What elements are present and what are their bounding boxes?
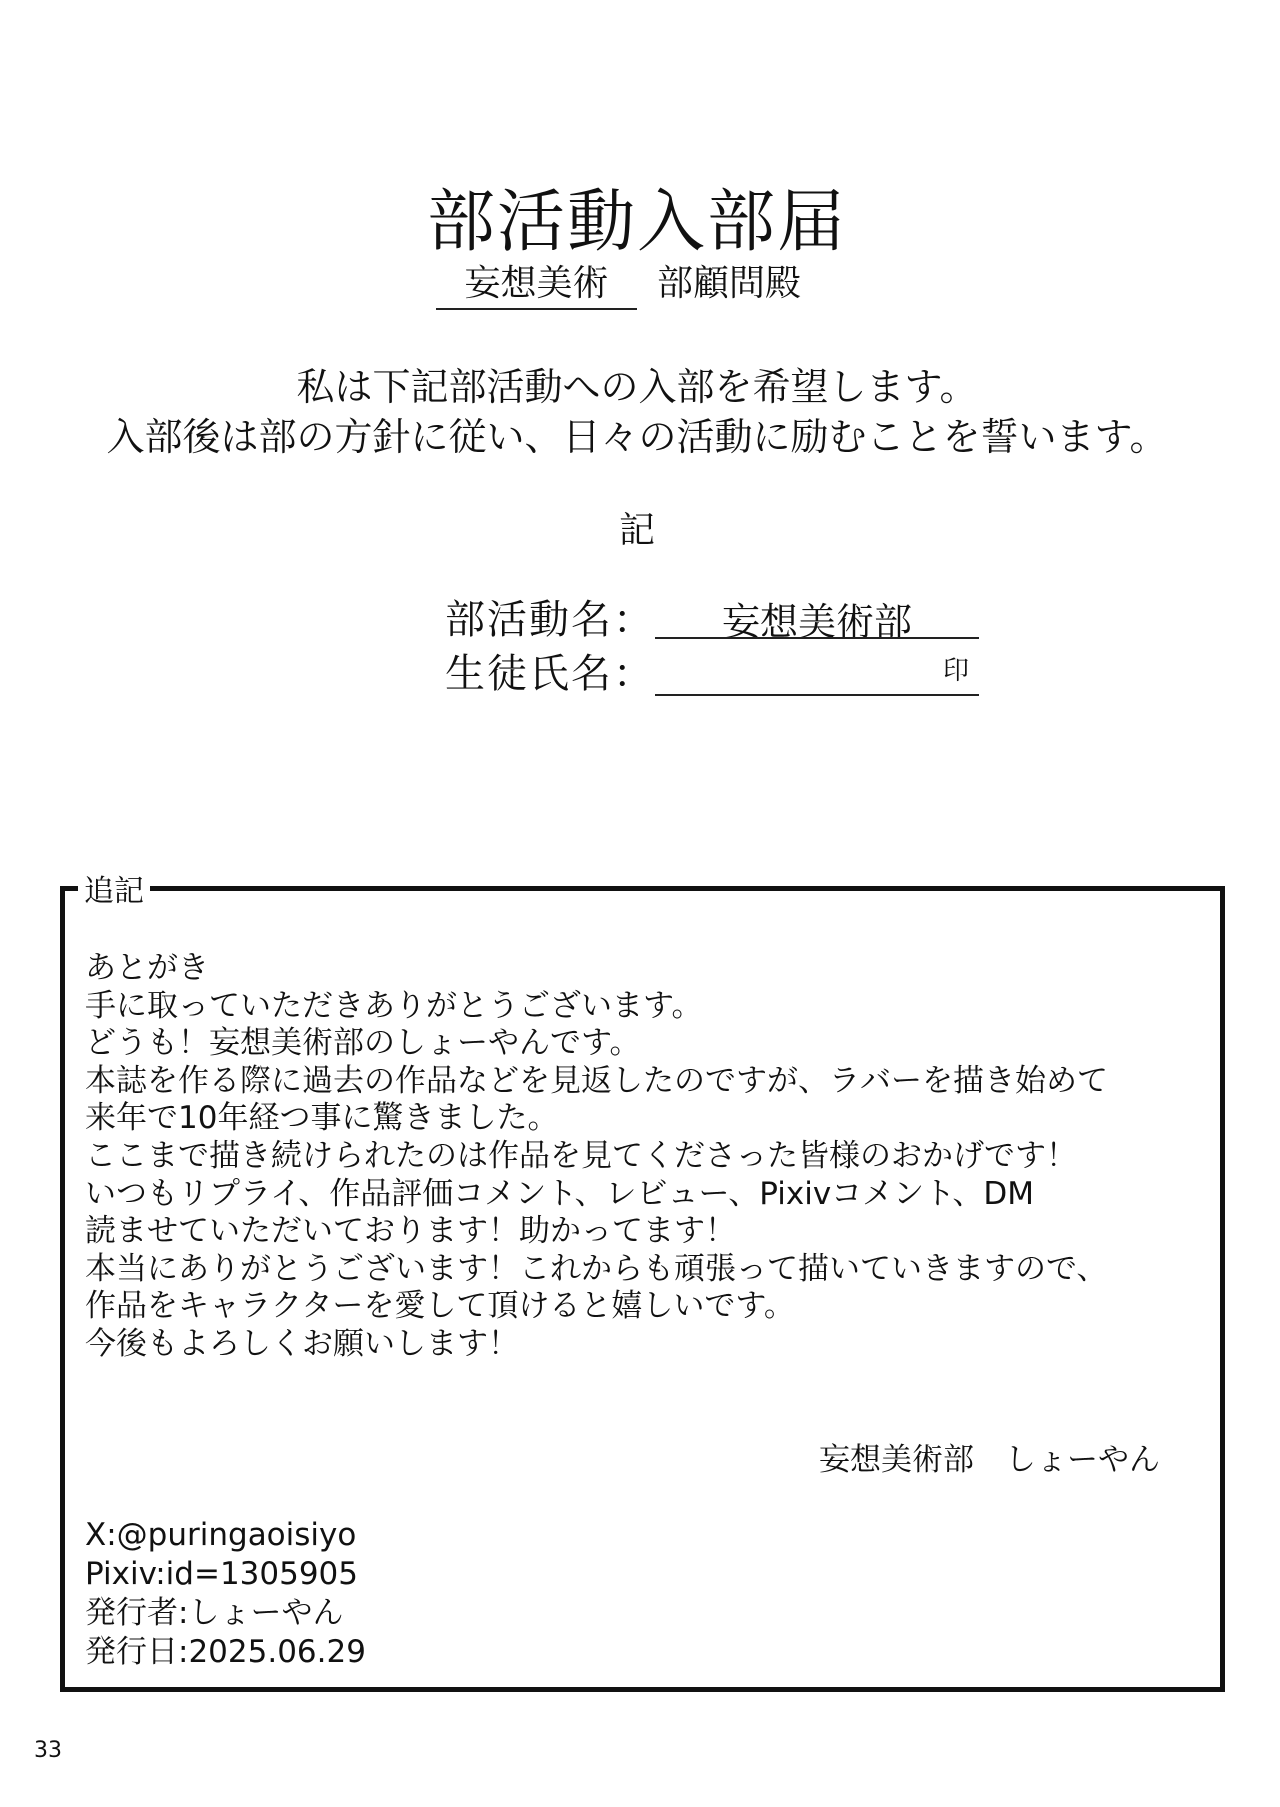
page-number: 33 [34,1738,62,1763]
student-name-field [655,655,979,696]
afterword-line: 本当にありがとうございます！これからも頑張って描いていきますので、 [85,1250,1108,1287]
afterword-line: 手に取っていただきありがとうございます。 [85,987,703,1024]
afterword-line: どうも！妄想美術部のしょーやんです。 [85,1025,641,1062]
pixiv-id: Pixiv:id=1305905 [85,1556,359,1592]
seal-mark: 印 [943,656,970,686]
postscript-label: 追記 [78,866,150,910]
form-title: 部活動入部届 [426,183,847,262]
publish-date: 発行日:2025.06.29 [85,1634,366,1670]
statement-line: 私は下記部活動への入部を希望します。 [296,365,978,409]
afterword-line: ここまで描き続けられたのは作品を見てくださった皆様のおかげです！ [85,1137,1077,1174]
afterword-line: あとがき [85,950,209,986]
publisher: 発行者:しょーやん [85,1595,344,1631]
afterword-line: 今後もよろしくお願いします！ [85,1325,519,1362]
afterword-line: 読ませていただいております！助かってます！ [85,1213,736,1250]
afterword-line: 作品をキャラクターを愛して頂けると嬉しいです。 [85,1288,795,1325]
addressee-role: 部顧問殿 [657,263,802,304]
club-name-value: 妄想美術部 [721,600,912,644]
club-name-label: 部活動名： [445,597,655,643]
club-name-underline [655,600,979,639]
ki-heading: 記 [618,510,655,551]
addressee-club: 妄想美術 [436,255,637,310]
signature: 妄想美術部 しょーやん [819,1442,1160,1478]
student-name-label: 生徒氏名： [445,651,655,697]
contact-info [85,1516,366,1672]
afterword-line: 来年で10年経つ事に驚きました。 [85,1100,559,1137]
afterword-line: 本誌を作る際に過去の作品などを見返したのですが、ラバーを描き始めて [85,1062,1108,1099]
afterword [85,950,1108,1364]
statement-line: 入部後は部の方針に従い、日々の活動に励むことを誓います。 [106,415,1168,459]
afterword-line: いつもリプライ、作品評価コメント、レビュー、Pixivコメント、DM [85,1175,1035,1212]
x-handle: X:@puringaoisiyo [85,1517,357,1553]
